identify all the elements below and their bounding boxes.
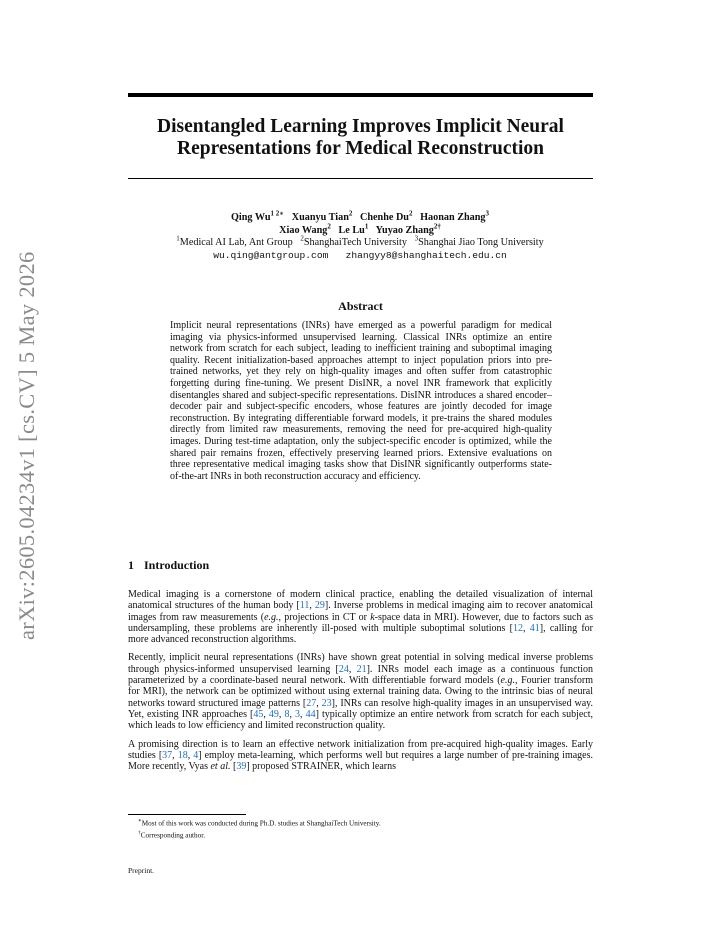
text-run: , [309, 600, 315, 612]
footnote-text: Corresponding author. [140, 831, 206, 840]
author-line-1 [100, 209, 620, 225]
text-run: ]. Inverse problems in medical imaging aim to recover anatomical images from raw measurements ( [128, 600, 593, 623]
paper-title: Disentangled Learning Improves Implicit Neural Representations for Medical Reconstruction [157, 116, 564, 159]
citation-link[interactable]: 24 [338, 663, 349, 675]
author-name: Chenhe Du [360, 212, 409, 223]
text-run: , [523, 622, 530, 634]
text-run: , [278, 708, 285, 720]
section-heading [128, 558, 209, 573]
footnote [138, 817, 381, 829]
author-emails: wu.qing@antgroup.com zhangyy8@shanghaitech.edu.cn [213, 249, 507, 261]
citation-link[interactable]: 18 [177, 749, 188, 761]
text-run: et al. [210, 761, 231, 773]
citation-link[interactable]: 4 [193, 749, 199, 761]
paragraph [128, 739, 593, 773]
citation-link[interactable]: 12 [513, 622, 524, 634]
author-sup: 3 [485, 209, 490, 218]
author-name: Qing Wu [230, 212, 271, 223]
citation-link[interactable]: 44 [305, 708, 316, 720]
citation-link[interactable]: 11 [299, 600, 310, 612]
text-run: e.g. [264, 611, 279, 623]
text-run: , projections in CT or [278, 611, 371, 623]
affiliation: Medical AI Lab, Ant Group [179, 237, 293, 248]
section-number: 1 [128, 558, 134, 572]
text-run: , [172, 749, 178, 761]
affiliation: Shanghai Jiao Tong University [418, 237, 544, 248]
paragraph [128, 652, 593, 731]
affiliations [100, 234, 620, 250]
text-run: , [316, 697, 322, 709]
section-body [128, 589, 593, 779]
affil-sup: 3 [414, 234, 419, 243]
author-sup: 1 2∗ [270, 209, 285, 218]
text-run: , [263, 708, 269, 720]
text-run: , [348, 663, 357, 675]
citation-link[interactable]: 3 [295, 708, 301, 720]
text-run: ], calling for more advanced reconstruction algorithms. [128, 622, 593, 646]
text-run: [ [230, 761, 237, 773]
author-sup: 2 [348, 209, 353, 218]
text-run: ], INRs can resolve high-quality images in an unsupervised way. Yet, existing INR approaches [ [128, 697, 593, 720]
citation-link[interactable]: 21 [356, 663, 367, 675]
footnote-text: Most of this work was conducted during Ph.D. studies at ShanghaiTech University. [141, 819, 381, 828]
text-run: , [187, 749, 194, 761]
section-title: Introduction [144, 558, 210, 572]
text-run: A promising direction is to learn an effective network initialization from pre-acquired high-quality images. Early studies [ [128, 738, 593, 761]
citation-link[interactable]: 27 [306, 697, 317, 709]
text-run: ] proposed STRAINER, which learns [246, 761, 397, 773]
abstract-text: Implicit neural representations (INRs) have emerged as a powerful paradigm for medical imaging via physics-informed unsupervised learning. Classical INRs optimize an entire network from scratch for each subject, leading to inefficient training and suboptimal imaging quality. Recent initialization-based approaches attempt to inject population priors into pre-trained networks, yet they rely on high-quality images and often suffer from catastrophic forgetting during fine-tuning. We present DisINR, a novel INR framework that explicitly disentangles shared and subject-specific representations. DisINR introduces a shared encoder–decoder pair and subject-specific encoders, whose features are jointly decoded for image reconstruction. By integrating differentiable forward models, it pre-trains the shared modules directly from limited raw measurements, removing the need for pre-acquired high-quality images. During test-time adaptation, only the subject-specific encoder is optimized, while the shared pair remains frozen, effectively preserving learned priors. Extensive evaluations on three representative medical imaging tasks show that DisINR significantly outperforms state-of-the-art INRs in both reconstruction accuracy and efficiency. [170, 320, 552, 482]
text-run: Medical imaging is a cornerstone of modern clinical practice, enabling the detailed visualization of internal anatomical structures of the human body [ [128, 589, 593, 612]
text-run: Recently, implicit neural representations (INRs) have shown great potential in solving medical inverse problems through physics-informed unsupervised learning [ [128, 652, 593, 675]
text-run: ] typically optimize an entire network from scratch for each subject, which leads to low efficiency and limited reconstruction quality. [128, 708, 594, 732]
citation-link[interactable]: 49 [268, 708, 279, 720]
author-name: Xiao Wang [279, 224, 328, 236]
text-run: , [300, 708, 306, 720]
author-name: Le Lu [338, 224, 365, 236]
citation-link[interactable]: 39 [236, 761, 247, 773]
author-sup: 2† [433, 222, 441, 231]
citation-link[interactable]: 29 [314, 600, 325, 612]
text-run: ]. INRs model each image as a continuous function parameterized by a coordinate-based neural network. With differentiable forward models ( [128, 663, 594, 687]
footnote-mark: ∗ [138, 818, 142, 824]
citation-link[interactable]: 41 [529, 622, 540, 634]
author-sup: 1 [364, 222, 369, 231]
citation-link[interactable]: 8 [284, 708, 290, 720]
author-sup: 2 [408, 209, 413, 218]
text-run: e.g. [500, 675, 515, 687]
paragraph [128, 589, 593, 645]
author-block [100, 209, 620, 262]
affiliation: ShanghaiTech University [303, 237, 407, 248]
arxiv-identifier-stamp: arXiv:2605.04234v1 [cs.CV] 5 May 2026 [14, 251, 39, 640]
author-sup: 2 [327, 222, 331, 231]
footnotes [138, 817, 381, 841]
footnote-rule [128, 814, 246, 815]
author-name: Haonan Zhang [420, 212, 486, 223]
author-name: Xuanyu Tian [291, 212, 349, 223]
title-top-rule [128, 93, 593, 97]
citation-link[interactable]: 37 [162, 749, 173, 761]
title-bottom-rule [128, 178, 593, 179]
preprint-label: Preprint. [128, 866, 155, 875]
citation-link[interactable]: 23 [321, 697, 332, 709]
footnote-mark: † [138, 829, 141, 836]
text-run: -space data in MRI). However, due to factors such as undersampling, these problems are inherently ill-posed with multiple suboptimal solutions [ [128, 611, 593, 634]
author-name: Yuyao Zhang [375, 224, 434, 236]
text-run: k [370, 611, 375, 623]
abstract-heading: Abstract [338, 299, 383, 313]
affil-sup: 1 [176, 234, 180, 243]
footnote [138, 829, 381, 841]
affil-sup: 2 [300, 234, 304, 243]
text-run: ] employ meta-learning, which performs well but requires a large number of pre-training images. More recently, Vyas [128, 749, 594, 773]
citation-link[interactable]: 45 [253, 708, 264, 720]
text-run: , [289, 708, 296, 720]
text-run: , Fourier transform for MRI), the network can be optimized without using external training data. Owing to the intrinsic bias of neural networks toward structured image patterns [ [128, 675, 593, 709]
